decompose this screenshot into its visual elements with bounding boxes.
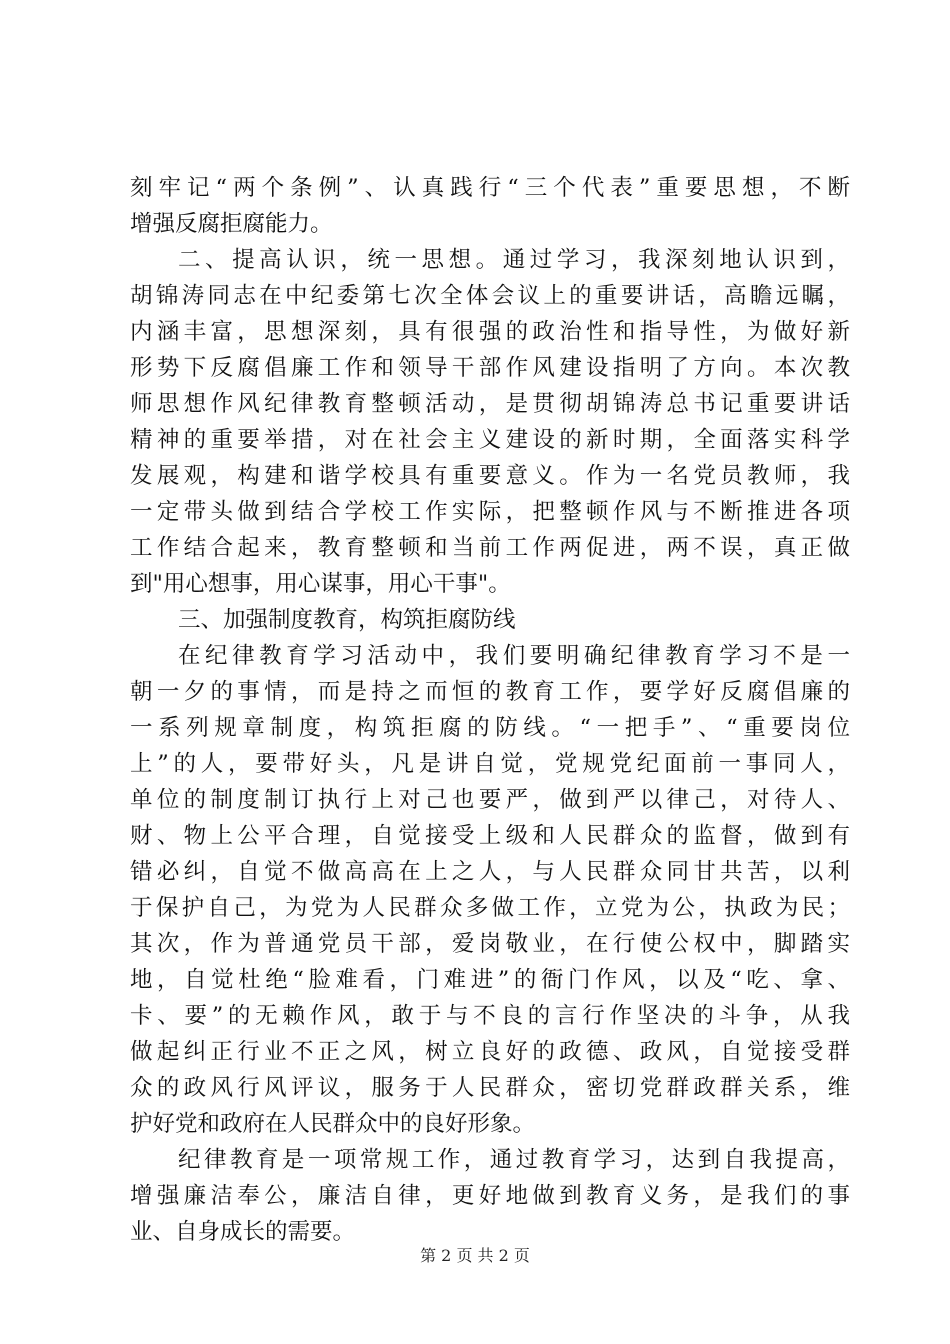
paragraph-start-line: 纪律教育是一项常规工作，通过教育学习，达到自我提高， — [178, 1147, 850, 1173]
paragraph-start-line: 在纪律教育学习活动中，我们要明确纪律教育学习不是一 — [178, 643, 850, 669]
body-text — [130, 170, 850, 1250]
text-line: 于保护自己，为党为人民群众多做工作，立党为公，执政为民； — [130, 895, 850, 921]
text-line: 朝一夕的事情，而是持之而恒的教育工作，要学好反腐倡廉的 — [130, 679, 850, 705]
text-line: 做起纠正行业不正之风，树立良好的政德、政风，自觉接受群 — [130, 1039, 850, 1065]
text-line: 地，自觉杜绝“脸难看，门难进”的衙门作风，以及“吃、拿、 — [130, 967, 850, 993]
text-line: 卡、要”的无赖作风，敢于与不良的言行作坚决的斗争，从我 — [130, 1003, 850, 1029]
text-line: 师思想作风纪律教育整顿活动，是贯彻胡锦涛总书记重要讲话 — [130, 391, 850, 417]
text-line: 单位的制度制订执行上对己也要严，做到严以律己，对待人、 — [130, 787, 850, 813]
text-line: 一定带头做到结合学校工作实际，把整顿作风与不断推进各项 — [130, 499, 850, 525]
section-heading: 三、加强制度教育，构筑拒腐防线 — [178, 607, 516, 633]
page-footer — [0, 1244, 950, 1268]
text-line: 增强反腐拒腐能力。 — [130, 211, 333, 237]
text-line: 胡锦涛同志在中纪委第七次全体会议上的重要讲话，高瞻远瞩， — [130, 283, 850, 309]
text-line: 错必纠，自觉不做高高在上之人，与人民群众同甘共苦，以利 — [130, 859, 850, 885]
text-line: 增强廉洁奉公，廉洁自律，更好地做到教育义务，是我们的事 — [130, 1183, 850, 1209]
text-line: 护好党和政府在人民群众中的良好形象。 — [130, 1111, 536, 1137]
text-line: 精神的重要举措，对在社会主义建设的新时期，全面落实科学 — [130, 427, 850, 453]
text-line: 工作结合起来，教育整顿和当前工作两促进，两不误，真正做 — [130, 535, 850, 561]
page-number: 第 2 页 共 2 页 — [420, 1246, 530, 1265]
text-line: 形势下反腐倡廉工作和领导干部作风建设指明了方向。本次教 — [130, 355, 850, 381]
text-line: 到"用心想事，用心谋事，用心干事"。 — [130, 571, 511, 597]
text-line: 一系列规章制度，构筑拒腐的防线。“一把手”、“重要岗位 — [130, 715, 850, 741]
section-heading-line: 二、提高认识，统一思想。通过学习，我深刻地认识到， — [178, 247, 850, 273]
text-line: 发展观，构建和谐学校具有重要意义。作为一名党员教师，我 — [130, 463, 850, 489]
text-line: 业、自身成长的需要。 — [130, 1219, 356, 1245]
text-line: 财、物上公平合理，自觉接受上级和人民群众的监督，做到有 — [130, 823, 850, 849]
text-line: 刻牢记“两个条例”、认真践行“三个代表”重要思想，不断 — [130, 175, 850, 201]
text-line: 其次，作为普通党员干部，爱岗敬业，在行使公权中，脚踏实 — [130, 931, 850, 957]
text-line: 内涵丰富，思想深刻，具有很强的政治性和指导性，为做好新 — [130, 319, 850, 345]
text-line: 上”的人，要带好头，凡是讲自觉，党规党纪面前一事同人， — [130, 751, 850, 777]
text-line: 众的政风行风评议，服务于人民群众，密切党群政群关系，维 — [130, 1075, 850, 1101]
